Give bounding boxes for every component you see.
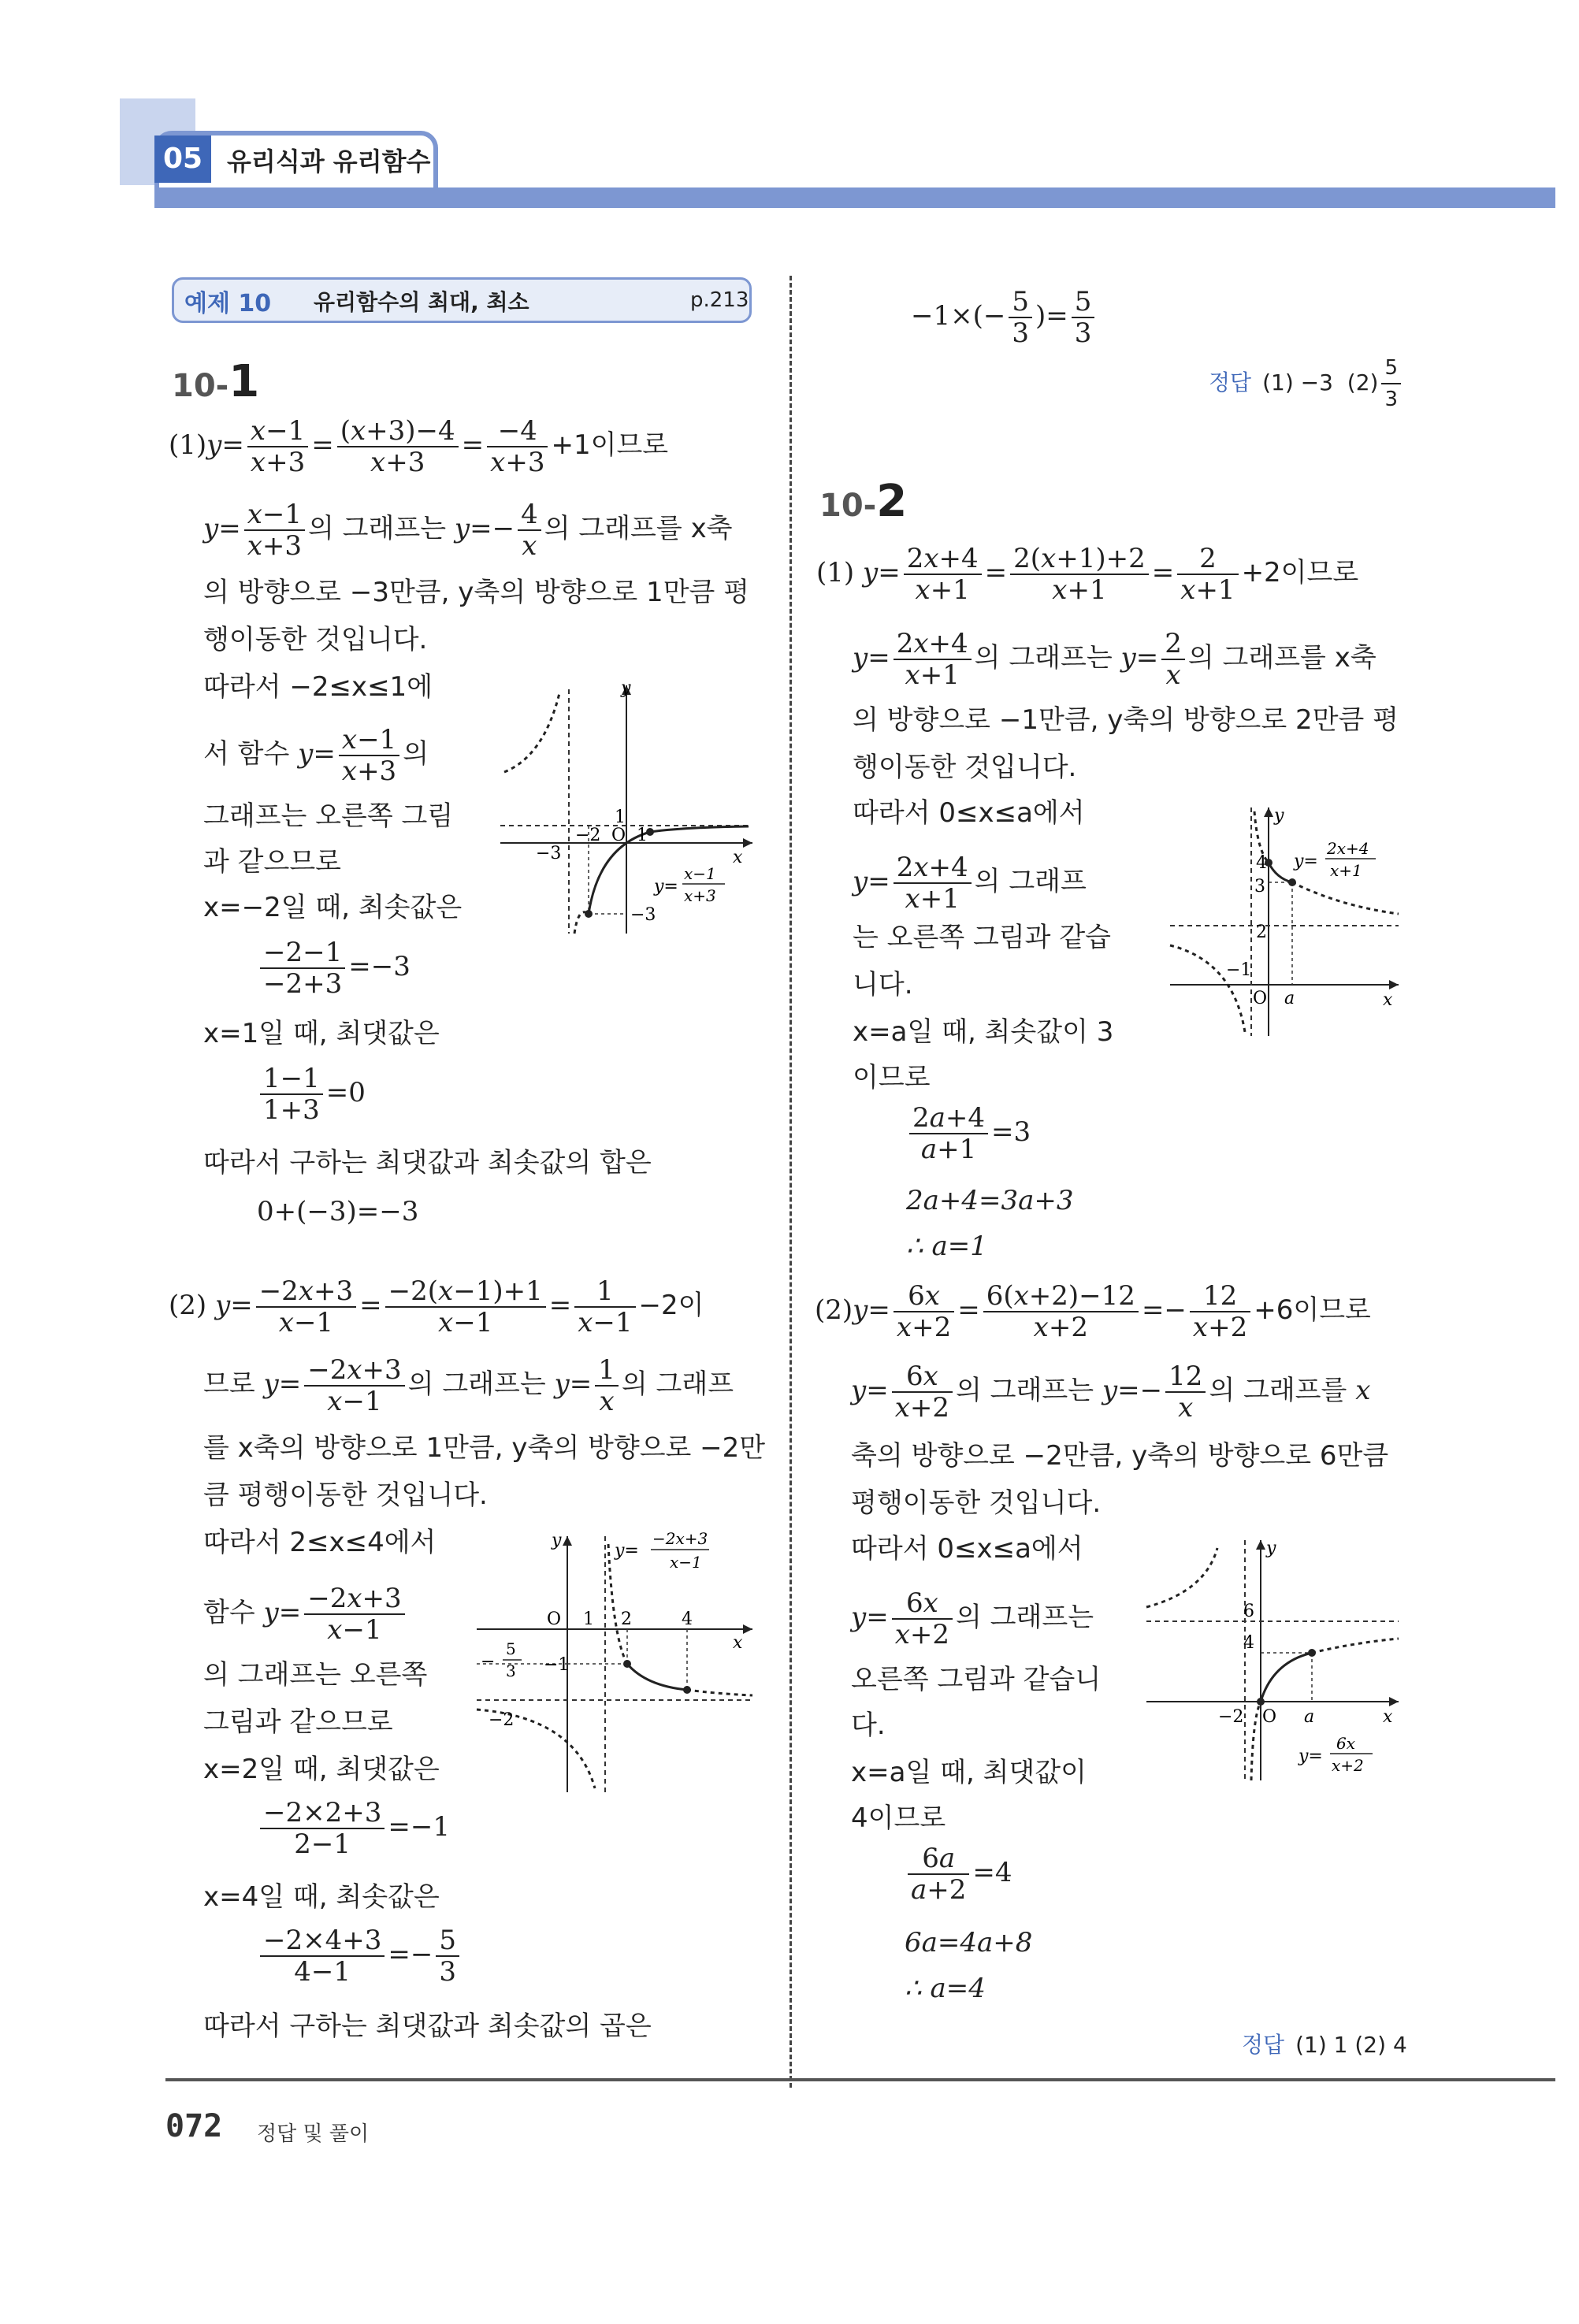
q2-right-text-2: 다. — [851, 1710, 886, 1741]
svg-text:x+1: x+1 — [1330, 861, 1362, 880]
svg-text:−1: −1 — [544, 1655, 570, 1675]
p2-prod-text: 따라서 구하는 최댓값과 최솟값의 곱은 — [203, 2010, 652, 2042]
p2-graph-line: 므로 y= $\frac{-2x+3}{x-1}$ 의 그래프는 y= $\frac{1}{x}$ 의 그래프 — [203, 1354, 734, 1417]
svg-text:x−1: x−1 — [670, 1553, 702, 1572]
svg-text:5: 5 — [506, 1639, 516, 1658]
q1-right-text-2: 니다. — [853, 969, 913, 1001]
p2-max-calc: $\frac{-2\times 2+3}{2-1}$ =−1 — [257, 1798, 450, 1859]
svg-text:−3: −3 — [630, 905, 656, 925]
p1-right-text-2: 과 같으므로 — [203, 846, 342, 878]
p2-right-text-2: 그림과 같으므로 — [203, 1706, 393, 1738]
svg-text:−1: −1 — [1226, 960, 1252, 980]
p1-sum-eq: 0+(−3)=−3 — [257, 1196, 419, 1227]
svg-text:1: 1 — [583, 1609, 594, 1629]
svg-text:y=: y= — [615, 1541, 639, 1561]
chapter-number: 05 — [154, 136, 211, 183]
svg-text:2: 2 — [1256, 923, 1267, 942]
p1-range-text: 따라서 −2≤x≤1에 — [203, 671, 433, 703]
chapter-title: 유리식과 유리함수 — [227, 147, 431, 176]
q2-range-text: 따라서 0≤x≤a에서 — [851, 1533, 1083, 1565]
svg-text:3: 3 — [506, 1661, 516, 1680]
svg-text:−2: −2 — [489, 1710, 515, 1730]
graph-10-1-2 — [473, 1528, 756, 1796]
p2-max-at: x=2일 때, 최댓값은 — [203, 1754, 440, 1785]
q2-function-line: y= $\frac{6x}{x+2}$ 의 그래프는 — [851, 1587, 1094, 1650]
svg-text:−2x+3: −2x+3 — [652, 1529, 708, 1548]
svg-text:y: y — [1266, 1539, 1276, 1558]
q2-eq2: 6a=4a+8 — [905, 1927, 1033, 1958]
svg-text:6: 6 — [1243, 1602, 1254, 1621]
svg-text:−: − — [481, 1652, 496, 1672]
p1-min-calc: $\frac{-2-1}{-2+3}$ =−3 — [257, 937, 411, 999]
svg-text:O: O — [1253, 989, 1268, 1008]
svg-text:a: a — [1284, 989, 1295, 1008]
p1-right-text-1: 그래프는 오른쪽 그림 — [203, 800, 454, 832]
svg-text:−3: −3 — [536, 844, 562, 863]
header-bar — [154, 187, 1555, 208]
svg-text:y: y — [621, 678, 631, 698]
q1-eq2: 2a+4=3a+3 — [906, 1185, 1074, 1216]
svg-text:−2: −2 — [1218, 1707, 1244, 1727]
p1-graph-line: y= $\frac{x-1}{x+3}$ 의 그래프는 y=− $\frac{4}{x}$ 의 그래프를 x축 — [203, 499, 733, 562]
q1-function-line: y= $\frac{2x+4}{x+1}$ 의 그래프 — [853, 852, 1087, 915]
svg-text:y: y — [552, 1531, 562, 1550]
q1-min-at: x=a일 때, 최솟값이 3 — [853, 1016, 1114, 1048]
q2-eq3: ∴ a=4 — [905, 1973, 986, 2004]
p1-min-at: x=−2일 때, 최솟값은 — [203, 892, 463, 923]
q1-shift-text: 의 방향으로 −1만큼, y축의 방향으로 2만큼 평 — [853, 704, 1399, 736]
q1-eq3: ∴ a=1 — [906, 1231, 987, 1262]
p2-prod-eq: −1×(− $\frac{5}{3}$ )= $\frac{5}{3}$ — [911, 287, 1098, 348]
problem-number-10-2: 10-2 — [819, 476, 908, 527]
p1-max-calc: $\frac{1-1}{1+3}$ =0 — [257, 1064, 366, 1125]
q2-max-at: x=a일 때, 최댓값이 — [851, 1757, 1087, 1788]
page-number: 072 — [165, 2108, 223, 2144]
svg-text:a: a — [1304, 1707, 1315, 1727]
p1-max-at: x=1일 때, 최댓값은 — [203, 1018, 440, 1049]
svg-text:2: 2 — [621, 1609, 632, 1629]
p2-range-text: 따라서 2≤x≤4에서 — [203, 1527, 437, 1558]
q1-equation: (1) y= $\frac{2x+4}{x+1}$ = $\frac{2(x+1)+2}{x+1}$ = $\frac{2}{x+1}$ +2이므로 — [816, 543, 1359, 606]
svg-text:x: x — [1383, 1707, 1393, 1727]
svg-text:1: 1 — [637, 826, 648, 845]
graph-10-1-1 — [496, 678, 756, 937]
q2-moved-text: 평행이동한 것입니다. — [851, 1487, 1102, 1519]
answer-10-2: 정답 (1) 1 (2) 4 — [1242, 2032, 1407, 2058]
answer-10-1: 정답 (1) −3 (2) $\frac{5}{3}$ — [1209, 353, 1404, 414]
svg-text:y=: y= — [1298, 1747, 1323, 1766]
graph-10-2-2 — [1142, 1536, 1403, 1788]
q1-right-text-1: 는 오른쪽 그림과 같습 — [853, 922, 1112, 953]
svg-text:y: y — [1274, 806, 1284, 826]
svg-text:6x: 6x — [1336, 1734, 1356, 1753]
q2-right-text-1: 오른쪽 그림과 같습니 — [851, 1664, 1102, 1695]
svg-text:x: x — [1383, 990, 1393, 1010]
svg-text:O: O — [611, 826, 626, 845]
p1-equation: (1)y= $\frac{x-1}{x+3}$ = $\frac{(x+3)-4}{x+3}$ = $\frac{-4}{x+3}$ +1이므로 — [169, 415, 669, 478]
svg-text:−2: −2 — [575, 826, 601, 845]
p2-shift-text: 를 x축의 방향으로 1만큼, y축의 방향으로 −2만 — [203, 1432, 766, 1464]
graph-10-2-1 — [1166, 804, 1403, 1040]
svg-text:3: 3 — [1254, 877, 1265, 897]
q2-eq1: $\frac{6a}{a+2}$ =4 — [905, 1843, 1012, 1905]
q1-min-at-2: 이므로 — [853, 1062, 931, 1093]
p1-sum-text: 따라서 구하는 최댓값과 최솟값의 합은 — [203, 1147, 652, 1179]
svg-text:4: 4 — [1243, 1633, 1254, 1653]
q2-equation: (2)y= $\frac{6x}{x+2}$ = $\frac{6(x+2)-12}{x+2}$ =− $\frac{12}{x+2}$ +6이므로 — [815, 1280, 1371, 1343]
svg-text:1: 1 — [615, 807, 626, 827]
q2-max-at-2: 4이므로 — [851, 1802, 946, 1834]
footer-section: 정답 및 풀이 — [257, 2122, 370, 2146]
p1-moved-text: 행이동한 것입니다. — [203, 624, 428, 655]
q1-eq1: $\frac{2a+4}{a+1}$ =3 — [906, 1103, 1031, 1164]
p2-min-at: x=4일 때, 최솟값은 — [203, 1881, 440, 1913]
example-label: 예제 10 — [184, 290, 272, 317]
p2-min-calc: $\frac{-2\times 4+3}{4-1}$ =− $\frac{5}{3}$ — [257, 1925, 463, 1987]
q1-graph-line: y= $\frac{2x+4}{x+1}$ 의 그래프는 y= $\frac{2}{x}$ 의 그래프를 x축 — [853, 628, 1377, 691]
svg-text:y=: y= — [654, 877, 678, 897]
svg-text:4: 4 — [1256, 853, 1267, 873]
example-title: 유리함수의 최대, 최소 — [314, 289, 529, 315]
example-page-ref: p.213 — [690, 288, 749, 312]
q2-graph-line: y= $\frac{6x}{x+2}$ 의 그래프는 y=− $\frac{12}{x}$ 의 그래프를 x — [851, 1361, 1371, 1424]
problem-number-10-1: 10-1 — [172, 356, 260, 407]
footer-rule — [165, 2078, 1555, 2081]
q1-moved-text: 행이동한 것입니다. — [853, 752, 1077, 783]
svg-text:x: x — [733, 848, 743, 867]
svg-text:O: O — [1262, 1707, 1277, 1727]
svg-text:x+3: x+3 — [684, 886, 716, 905]
q1-range-text: 따라서 0≤x≤a에서 — [853, 797, 1085, 829]
p1-shift-text: 의 방향으로 −3만큼, y축의 방향으로 1만큼 평 — [203, 577, 750, 608]
p2-moved-text: 큼 평행이동한 것입니다. — [203, 1479, 488, 1511]
svg-text:x: x — [733, 1633, 743, 1653]
p1-function-line: 서 함수 y= $\frac{x-1}{x+3}$ 의 — [203, 724, 429, 787]
svg-text:2x+4: 2x+4 — [1327, 839, 1369, 858]
svg-text:O: O — [547, 1609, 562, 1629]
q2-shift-text: 축의 방향으로 −2만큼, y축의 방향으로 6만큼 — [851, 1440, 1389, 1472]
svg-text:x−1: x−1 — [684, 864, 716, 883]
column-divider — [790, 276, 792, 2088]
svg-text:y=: y= — [1294, 852, 1318, 871]
p2-function-line: 함수 y= $\frac{-2x+3}{x-1}$ — [203, 1583, 408, 1645]
p2-equation: (2) y= $\frac{-2x+3}{x-1}$ = $\frac{-2(x-1)+1}{x-1}$ = $\frac{1}{x-1}$ −2이 — [169, 1275, 704, 1338]
svg-text:x+2: x+2 — [1332, 1756, 1364, 1775]
p2-right-text-1: 의 그래프는 오른쪽 — [203, 1659, 428, 1691]
svg-text:4: 4 — [682, 1609, 693, 1629]
